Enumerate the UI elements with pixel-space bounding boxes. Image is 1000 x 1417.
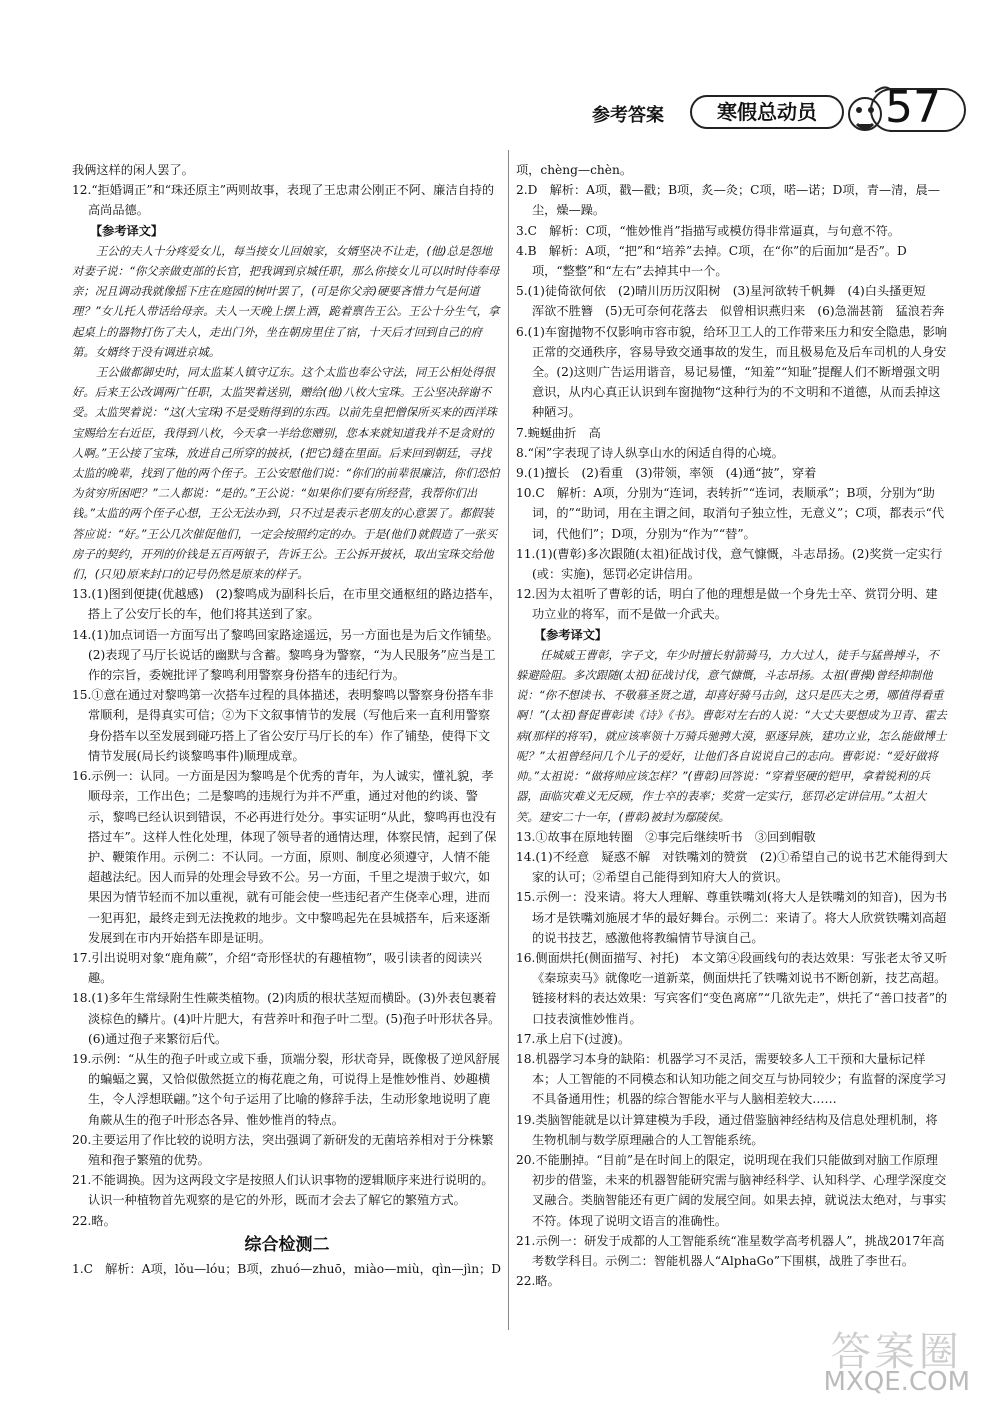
answer-item: 21.示例一：研发于成都的人工智能系统“准星数学高考机器人”，挑战2017年高考数学科目。示例二：智能机器人“AlphaGo”下围棋，战胜了李世石。 <box>516 1233 945 1268</box>
right-column <box>516 160 948 1291</box>
watermark-url: MXQE.COM <box>823 1367 970 1397</box>
answer-item: 19.类脑智能就是以计算建模为手段，通过借鉴脑神经结构及信息处理机制，将生物机制与数学原理融合的人工智能系统。 <box>516 1112 938 1147</box>
answer-item: 15.示例一：没来请。将大人理解、尊重铁嘴刘(将大人是铁嘴刘的知音)，因为书场才是铁嘴刘施展才华的最好舞台。示例二：来请了。将大人欣赏铁嘴刘高超的说书技艺，感激他将教编情节导演自己。 <box>516 890 948 945</box>
answer-item: 3.C 解析：C项，“惟妙惟肖”指描写或模仿得非常逼真，与句意不符。 <box>516 223 900 238</box>
watermark <box>823 1329 970 1397</box>
answer-item: 22.略。 <box>72 1213 116 1228</box>
answer-item: 19.示例：“从生的孢子叶或立或下垂，顶端分裂，形状奇异，既像极了逆风舒展的蝙蝠之翼，又恰似傲然挺立的梅花鹿之角，可说得上是惟妙惟肖、妙趣横生，令人浮想联翩。”这个句子运用了比喻的修辞手法，生动形象地说明了鹿角蕨从生的孢子叶形态各异、惟妙惟肖的特点。 <box>72 1051 500 1127</box>
answer-item: 18.机器学习本身的缺陷：机器学习不灵活，需要较多人工干预和大量标记样本；人工智能的不同模态和认知功能之间交互与协同较少；有监督的深度学习不具备通用性；机器的综合智能水平与人脑相差较大…… <box>516 1051 947 1107</box>
answer-item: 17.承上启下(过渡)。 <box>516 1031 631 1046</box>
translation-paragraph: 王公的夫人十分疼爱女儿，每当接女儿回娘家，女婿坚决不让走，(他)总是怨地对妻子说：“你父亲做吏部的长官，把我调到京城任职，那么你接女儿可以时时侍奉母亲；况且调动我就像摇下庄在庭园的树叶罢了，(可是你父亲)硬要吝惜力气是何道理？”女儿托人带话给母亲。夫人一天晚上摆上酒，跪着禀告王公。王公十分生气，拿起桌上的器物打伤了夫人，走出门外，坐在朝房里住了宿，十天后才回到自己的府第。女婿终于没有调进京城。 <box>72 243 500 359</box>
translation-paragraph: 任城威王曹彰，字子文，年少时擅长射箭骑马，力大过人，徒手与猛兽搏斗，不躲避险阻。多次跟随(太祖)征战讨伐，意气慷慨，斗志昂扬。太祖(曹操)曾经抑制他说：“你不想读书、不敬慕圣贤之道，却喜好骑马击剑，这只是匹夫之勇，哪值得看重啊！”(太祖)督促曹彰读《诗》《书》。曹彰对左右的人说：“大丈夫要想成为卫青、霍去病(那样的将军)，就应该率领十万骑兵驰骋大漠，驱逐异族，建功立业，怎么能做博士呢？”太祖曾经问几个儿子的爱好，让他们各自说说自己的志向。曹彰说：“爱好做将帅。”太祖说：“做将帅应该怎样？”(曹彰)回答说：“穿着坚硬的铠甲，拿着锐利的兵器，面临灾难义无反顾，作士卒的表率；奖赏一定实行，惩罚必定讲信用。”太祖大笑。建安二十一年，(曹彰)被封为鄢陵侯。 <box>516 647 947 824</box>
answer-item: 18.(1)多年生常绿附生性蕨类植物。(2)肉质的根状茎短而横卧。(3)外表包裹着淡棕色的鳞片。(4)叶片肥大，有营养叶和孢子叶二型。(5)孢子叶形状各异。(6)通过孢子来繁衍后代。 <box>72 991 501 1046</box>
answer-item: 16.侧面烘托(侧面描写、衬托) 本文第④段画线句的表达效果：写张老太爷又听《秦琼卖马》就像吃一道新菜，侧面烘托了铁嘴刘说书不断创新，技艺高超。链接材料的表达效果：写宾客们“变色离席”“几欲先走”，烘托了“善口技者”的口技表演惟妙惟肖。 <box>516 950 948 1026</box>
answer-item: 1.C 解析：A项，lǒu—lóu；B项，zhuó—zhuō，miào—miù，qìn—jìn；D <box>72 1261 502 1276</box>
answer-item: 项，chèng—chèn。 <box>516 163 633 177</box>
answer-item: 14.(1)不经意 疑惑不解 对铁嘴刘的赞赏 (2)①希望自己的说书艺术能得到大家的认可；②希望自己能得到知府大人的赏识。 <box>516 849 948 885</box>
answer-item: 6.(1)车窗抛物不仅影响市容市貌，给环卫工人的工作带来压力和安全隐患，影响正常的交通秩序，容易导致交通事故的发生，而且极易危及后车司机的人身安全。(2)这则广告运用谐音，易记易懂，“知羞”“知耻”提醒人们不断增强文明意识，从内心真正认识到车窗抛物“这种行为的不文明和不道德，从而丢掉这种陋习。 <box>516 324 948 420</box>
answer-item: 20.不能删掉。“目前”是在时间上的限定，说明现在我们只能做到对脑工作原理初步的借鉴，未来的机器智能研究需与脑神经科学、认知科学、心理学深度交叉融合。类脑智能还有更广阔的发展空间。如果去掉，就说法太绝对，与事实不符。体现了说明文语言的准确性。 <box>516 1152 947 1228</box>
translation-heading: 【参考译文】 <box>534 627 608 642</box>
answer-item: 21.不能调换。因为这两段文字是按照人们认识事物的逻辑顺序来进行说明的。认识一种植物首先观察的是它的外形，既而才会去了解它的繁殖方式。 <box>72 1173 494 1208</box>
answer-item: 2.D 解析：A项，戳—戳；B项，炙—灸；C项，喏—诺；D项，青—清，晨—尘，燥—躁。 <box>516 183 940 218</box>
answer-item: 12.因为太祖听了曹彰的话，明白了他的理想是做一个身先士卒、赏罚分明、建功立业的将军，而不是做一介武夫。 <box>516 587 938 622</box>
answer-item: 13.①故事在原地转圈 ②事完后继续听书 ③回到帽敬 <box>516 829 816 844</box>
answer-item: 9.(1)擅长 (2)看重 (3)带领，率领 (4)通“披”，穿着 <box>516 466 817 481</box>
translation-heading: 【参考译文】 <box>90 223 164 238</box>
header-title: 寒假总动员 <box>690 95 844 129</box>
answer-item: 15.①意在通过对黎鸣第一次搭车过程的具体描述，表明黎鸣以警察身份搭车非常顺利，是得真实可信；②为下文叙事情节的发展（写他后来一直利用警察身份搭车以至发展到碰巧搭上了省公安厅马厅长的车）作了铺垫，使得下文情节发展(局长约谈黎鸣事件)顺理成章。 <box>72 688 494 763</box>
answer-item: 5.(1)徒倚欲何依 (2)晴川历历汉阳树 (3)星河欲转千帆舞 (4)白头搔更短 浑欲不胜簪 (5)无可奈何花落去 似曾相识燕归来 (6)急湍甚箭 猛浪若奔 <box>516 284 945 319</box>
answer-item: 13.(1)图到便捷(优越感) (2)黎鸣成为副科长后，在市里交通枢纽的路边搭车，搭上了公安厅长的车，他们将其送到了家。 <box>72 587 502 622</box>
section-title: 综合检测二 <box>244 1234 330 1255</box>
answer-item: 22.略。 <box>516 1274 560 1289</box>
watermark-logo: 答案圈 <box>830 1329 963 1375</box>
answer-item: 20.主要运用了作比较的说明方法，突出强调了新研发的无菌培养相对于分株繁殖和孢子繁殖的优势。 <box>72 1132 494 1167</box>
answer-item: 10.C 解析：A项，分别为“连词，表转折”“连词，表顺承”；B项，分别为“助词，的”“助词，用在主谓之间，取消句子独立性，无意义”；C项，都表示“代词，代他们”；D项，分别为“作为”“替”。 <box>516 486 945 541</box>
answer-item: 7.蜿蜒曲折 高 <box>516 425 601 440</box>
answer-item: 8.“闲”字表现了诗人纵享山水的闲适自得的心境。 <box>516 445 784 460</box>
answer-item: 16.示例一：认同。一方面是因为黎鸣是个优秀的青年，为人诚实，懂礼貌，孝顺母亲，工作出色；二是黎鸣的违规行为并不严重，通过对他的约谈、警示，黎鸣已经认识到错误，不必再进行处分。事实证明“从此，黎鸣再也没有搭过车”。这样人性化处理，体现了领导者的通情达理，体察民情，起到了保护、鞭策作用。示例二：不认同。一方面，原则、制度必须遵守，人情不能超越法纪。因人而异的处理会导致不公。另一方面，千里之堤溃于蚁穴，如果因为情节轻而不加以重视，就有可能会使一些违纪者产生侥幸心理，进而一犯再犯，最终走到无法挽救的地步。文中黎鸣起先在县城搭车，后来逐渐发展到在市内开始搭车即是证明。 <box>72 769 497 945</box>
answer-item: 14.(1)加点词语一方面写出了黎鸣回家路途遥远，另一方面也是为后文作铺垫。(2)表现了马厅长说话的幽默与含蓄。黎鸣身为警察，“为人民服务”应当是工作的宗旨，委婉批评了黎鸣利用警察身份搭车的违纪行为。 <box>72 627 499 683</box>
left-column <box>72 160 502 1279</box>
answer-item: 11.(1)(曹彰)多次跟随(太祖)征战讨伐，意气慷慨，斗志昂扬。(2)奖赏一定实行(或：实施)，惩罚必定讲信用。 <box>516 546 943 582</box>
answer-item: 17.引出说明对象“鹿角蕨”，介绍“奇形怪状的有趣植物”，吸引读者的阅读兴趣。 <box>72 950 482 986</box>
page-number: 57 <box>885 82 941 133</box>
answer-item: 我俩这样的闲人罢了。 <box>72 163 194 177</box>
translation-paragraph: 王公做都御史时，同太监某人镇守辽东。这个太监也奉公守法，同王公相处得很好。后来王公改调两广任职，太监哭着送别，赠给(他)八枚大宝珠。王公坚决辞谢不受。太监哭着说：“这(大宝珠)不是受贿得到的东西。以前先皇把僧保所买来的西洋珠宝赐给左右近臣，我得到八枚，今天拿一半给您赠别，您本来就知道我并不是贪财的人啊。”王公接了宝珠，放进自己所穿的披袄，(把它)缝在里面。后来回到朝廷，寻找太监的晚辈，找到了他的两个侄子。王公安慰他们说：“你们的前辈很廉洁，你们恐怕为贫穷所困吧？”二人都说：“是的。”王公说：“如果你们要有所经营，我帮你们出钱。”太监的两个侄子心想，王公无法办到，只不过是表示老朋友的心意罢了。都假装答应说：“好。”王公几次催促他们，一定会按照约定的办。于是(他们)就假造了一张买房子的契约，开列的价钱是五百两银子，告诉王公。王公拆开披袄，取出宝珠交给他们，(只见)原来封口的记号仍然是原来的样子。 <box>72 365 500 582</box>
answer-item: 4.B 解析：A项，“把”和“培养”去掉。C项，在“你”的后面加“是否”。D项，“整整”和“左右”去掉其中一个。 <box>516 243 907 279</box>
answer-item: 12.“拒婚调正”和“珠还原主”两则故事，表现了王忠肃公刚正不阿、廉洁自持的高尚品德。 <box>72 183 495 218</box>
header-section-label: 参考答案 <box>592 105 664 126</box>
column-divider <box>508 150 509 1330</box>
